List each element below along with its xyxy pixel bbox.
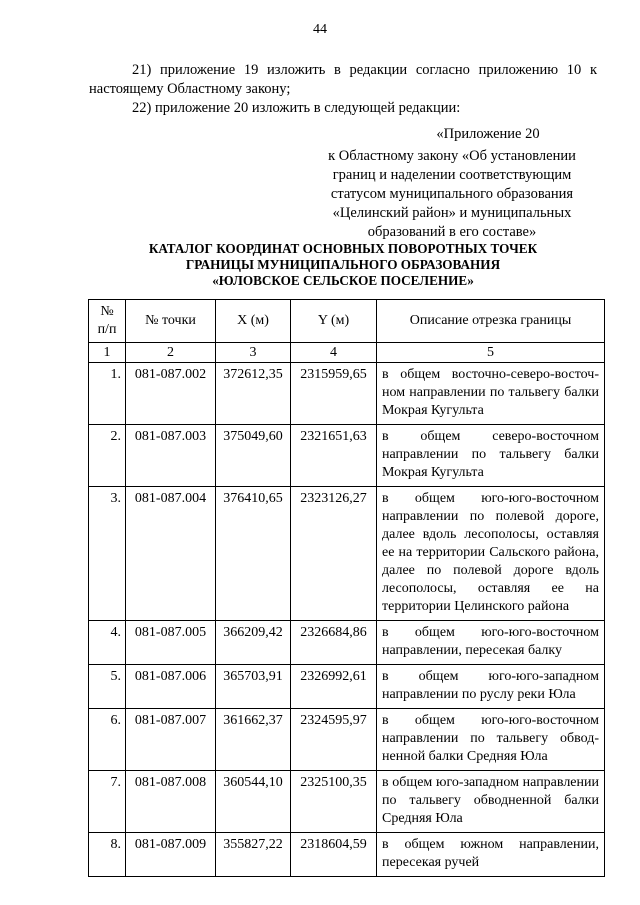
table-row xyxy=(89,487,605,621)
page-number: 44 xyxy=(313,22,327,37)
segment-description: в общем юго-юго-восточном направлении по полевой дороге, далее вдоль лесополосы, оставляя ее на территории Сальского района, далее по полевой дороге вдоль лесополосы, оставляя ее на территории Целинского района xyxy=(377,487,605,621)
segment-description: в общем юго-юго-западном направлении по руслу реки Юла xyxy=(377,665,605,709)
segment-description: в общем северо-восточном направлении по тальвегу балки Мокрая Кугульта xyxy=(377,425,605,487)
appendix-line: «Целинский район» и муниципальных xyxy=(332,205,572,221)
y-coordinate: 2315959,65 xyxy=(291,363,377,425)
column-number: 1 xyxy=(89,343,126,363)
segment-description: в общем восточно-северо-восточном направлении по тальвегу балки Мокрая Кугульта xyxy=(377,363,605,425)
table-row xyxy=(89,771,605,833)
point-id: 081-087.004 xyxy=(126,487,216,621)
appendix-line: границ и наделении соответствующим xyxy=(332,167,572,183)
header-number-abbrev: п/п xyxy=(97,322,117,337)
table-row xyxy=(89,621,605,665)
header-point: № точки xyxy=(126,300,216,343)
x-coordinate: 366209,42 xyxy=(216,621,291,665)
column-number: 5 xyxy=(377,343,605,363)
y-coordinate: 2326684,86 xyxy=(291,621,377,665)
row-number: 8. xyxy=(89,833,126,877)
appendix-subtitle xyxy=(300,147,596,242)
header-description: Описание отрезка границы xyxy=(377,300,605,343)
x-coordinate: 376410,65 xyxy=(216,487,291,621)
appendix-line: к Областному закону «Об установлении xyxy=(328,148,576,164)
catalog-title-line: «ЮЛОВСКОЕ СЕЛЬСКОЕ ПОСЕЛЕНИЕ» xyxy=(212,273,474,288)
segment-description: в общем южном направлении, пересекая ручей xyxy=(377,833,605,877)
x-coordinate: 365703,91 xyxy=(216,665,291,709)
table-row xyxy=(89,833,605,877)
y-coordinate: 2318604,59 xyxy=(291,833,377,877)
point-id: 081-087.003 xyxy=(126,425,216,487)
point-id: 081-087.008 xyxy=(126,771,216,833)
row-number: 3. xyxy=(89,487,126,621)
table-row xyxy=(89,709,605,771)
appendix-header xyxy=(300,125,596,242)
row-number: 1. xyxy=(89,363,126,425)
point-id: 081-087.009 xyxy=(126,833,216,877)
column-number: 3 xyxy=(216,343,291,363)
catalog-title-line: ГРАНИЦЫ МУНИЦИПАЛЬНОГО ОБРАЗОВАНИЯ xyxy=(185,257,501,272)
segment-description: в общем юго-юго-восточном направлении, пересекая балку xyxy=(377,621,605,665)
table-header-row xyxy=(89,300,605,343)
column-number: 4 xyxy=(291,343,377,363)
column-number: 2 xyxy=(126,343,216,363)
row-number: 4. xyxy=(89,621,126,665)
row-number: 7. xyxy=(89,771,126,833)
y-coordinate: 2326992,61 xyxy=(291,665,377,709)
y-coordinate: 2321651,63 xyxy=(291,425,377,487)
header-number-sign: № xyxy=(100,304,114,319)
point-id: 081-087.002 xyxy=(126,363,216,425)
appendix-line: статусом муниципального образования xyxy=(330,186,574,202)
table-row xyxy=(89,363,605,425)
y-coordinate: 2325100,35 xyxy=(291,771,377,833)
segment-description: в общем юго-юго-восточном направлении по тальвегу обводненной балки Средняя Юла xyxy=(377,709,605,771)
paragraph-22: 22) приложение 20 изложить в следующей редакции: xyxy=(132,100,461,116)
appendix-title: «Приложение 20 xyxy=(436,126,540,142)
point-id: 081-087.006 xyxy=(126,665,216,709)
appendix-line: образований в его составе» xyxy=(367,224,537,240)
paragraph-21: 21) приложение 19 изложить в редакции согласно приложению 10 к настоящему Областному закону; xyxy=(89,62,597,97)
header-row-number xyxy=(89,300,126,343)
point-id: 081-087.007 xyxy=(126,709,216,771)
header-y: Y (м) xyxy=(291,300,377,343)
row-number: 2. xyxy=(89,425,126,487)
y-coordinate: 2323126,27 xyxy=(291,487,377,621)
catalog-title-line: КАТАЛОГ КООРДИНАТ ОСНОВНЫХ ПОВОРОТНЫХ ТОЧЕК xyxy=(148,241,538,256)
x-coordinate: 372612,35 xyxy=(216,363,291,425)
header-x: X (м) xyxy=(216,300,291,343)
coordinates-table xyxy=(88,299,605,877)
x-coordinate: 375049,60 xyxy=(216,425,291,487)
y-coordinate: 2324595,97 xyxy=(291,709,377,771)
x-coordinate: 361662,37 xyxy=(216,709,291,771)
point-id: 081-087.005 xyxy=(126,621,216,665)
catalog-title xyxy=(89,241,597,289)
x-coordinate: 355827,22 xyxy=(216,833,291,877)
table-row xyxy=(89,665,605,709)
segment-description: в общем юго-западном направлении по тальвегу обводненной балки Средняя Юла xyxy=(377,771,605,833)
x-coordinate: 360544,10 xyxy=(216,771,291,833)
column-number-row xyxy=(89,343,605,363)
row-number: 6. xyxy=(89,709,126,771)
table-row xyxy=(89,425,605,487)
row-number: 5. xyxy=(89,665,126,709)
